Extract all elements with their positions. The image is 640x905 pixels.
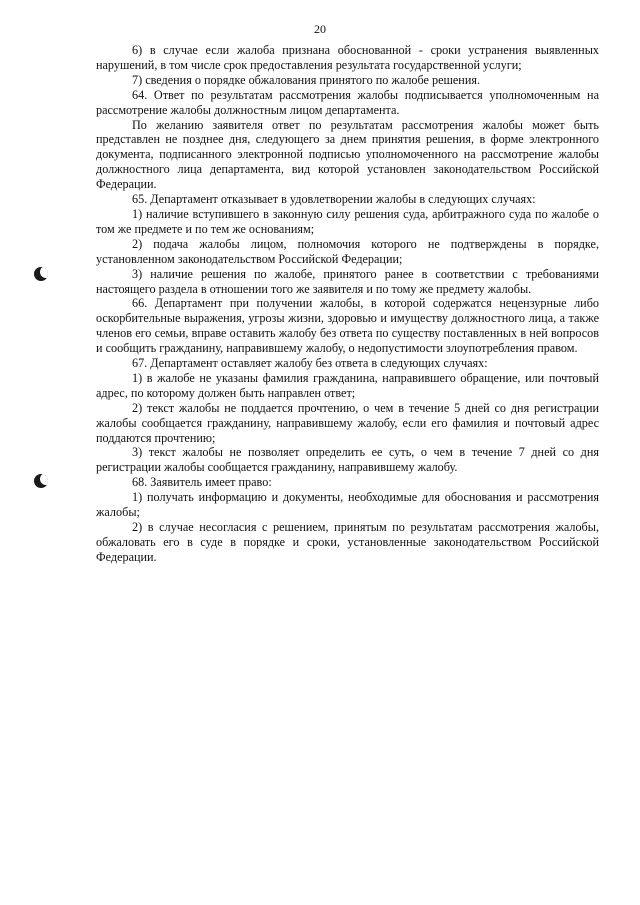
paragraph-67: 67. Департамент оставляет жалобу без ответа в следующих случаях: [132,356,488,371]
paragraph-67-item-1: 1) в жалобе не указаны фамилия гражданина, направившего обращение, или почтовый адрес, по которому должен быть направлен ответ; [96,370,599,400]
page-number: 20 [314,22,326,36]
punch-hole-mark-top [34,267,48,281]
paragraph-65-item-1: 1) наличие вступившего в законную силу решения суда, арбитражного суда по жалобе о том же предмете и по тем же основаниям; [96,206,599,236]
paragraph-66: 66. Департамент при получении жалобы, в которой содержатся нецензурные либо оскорбительные выражения, угрозы жизни, здоровью и имуществу должностного лица, а также членов его семьи, вправе оставить жалобу без ответа по существу поставленных в ней вопросов и сообщить гражданину, направившему жалобу, о недопустимости злоупотребления правом. [96,296,599,356]
paragraph-item-6: 6) в случае если жалоба признана обоснованной - сроки устранения выявленных нарушений, в том числе срок предоставления результата государственной услуги; [96,43,599,72]
paragraph-65: 65. Департамент отказывает в удовлетворении жалобы в следующих случаях: [132,192,536,207]
paragraph-item-7: 7) сведения о порядке обжалования принятого по жалобе решения. [132,72,481,87]
paragraph-67-item-2: 2) текст жалобы не поддается прочтению, о чем в течение 5 дней со дня регистрации жалобы сообщается гражданину, направившему жалобу, если его фамилия и почтовый адрес поддаются прочтению; [96,400,599,445]
paragraph-65-item-3: 3) наличие решения по жалобе, принятого ранее в соответствии с требованиями настоящего раздела в отношении того же заявителя и по тому же предмету жалобы. [96,266,599,296]
paragraph-64: 64. Ответ по результатам рассмотрения жалобы подписывается уполномоченным на рассмотрение жалобы должностным лицом департамента. [96,87,599,117]
document-body [96,43,599,565]
paragraph-64-electronic: По желанию заявителя ответ по результатам рассмотрения жалобы может быть представлен не позднее дня, следующего за днем принятия решения, в форме электронного документа, подписанного электронной подписью уполномоченного на рассмотрение жалобы должностного лица департамента, вид которой установлен законодательством Российской Федерации. [96,117,599,192]
paragraph-68-item-2: 2) в случае несогласия с решением, принятым по результатам рассмотрения жалобы, обжаловать его в суде в порядке и сроки, установленные законодательством Российской Федерации. [96,520,599,564]
punch-hole-mark-bottom [34,474,48,488]
paragraph-67-item-3: 3) текст жалобы не позволяет определить ее суть, о чем в течение 7 дней со дня регистрации жалобы сообщается гражданину, направившему жалобу. [96,445,599,475]
paragraph-65-item-2: 2) подача жалобы лицом, полномочия которого не подтверждены в порядке, установленном законодательством Российской Федерации; [96,236,599,266]
paragraph-68: 68. Заявитель имеет право: [132,475,272,490]
paragraph-68-item-1: 1) получать информацию и документы, необходимые для обоснования и рассмотрения жалобы; [96,490,599,520]
